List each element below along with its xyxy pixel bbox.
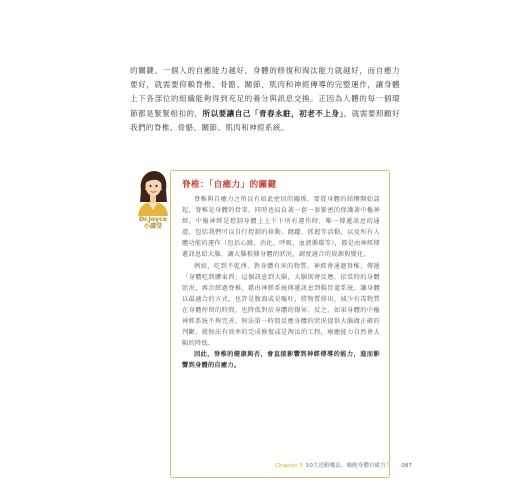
lecture-tag-name: Dr.Joyce [138, 216, 168, 223]
footer-chapter: Chapter 3 [275, 463, 303, 469]
sidebar-body [182, 194, 380, 372]
doctor-avatar [133, 168, 173, 216]
body-text-end: ，就需要照顧好我們的脊椎、骨骼、關節、肌肉和神經系統。 [130, 108, 401, 132]
sidebar-paragraph: 例如，吃到不乾淨，對身體有害的物質，神經會通過脊椎，傳遞「身體吃到髒東西」這個訊息到大腦，大腦則會反應，依當時的身體狀況，再次經過脊椎，藉由神經系統傳遞訊息到腸胃道系統，讓身體以最適合的方式，也許是腹瀉或是嘔吐，將物質排出，減少有毒物質在身體停留的時間，也降低對於身體的傷害。反之，如果身體的中樞神經系統不夠完善，無法第一時間反應身體的狀況提供大腦做正確的判斷，就無法有效率的完成修復或是淘汰的工程，療癒能力自然會大幅的降低。 [182, 262, 380, 348]
sidebar-paragraph: 脊椎與自癒力之所以有如此密切的關係，要從身體的結構開始談起。脊椎是身體的骨架，同時也肩負著一套一套緊密的保護著中樞神經。中樞神經是控制身體上上下下所有運作時，唯一傳遞訊息的通道，包括我們可以自行控制的移動、跳躍、抓握等活動，以及所有人體功能的運作（包括心跳、消化、呼吸、血液循環等），都是由神經傳遞訊息給大腦，讓大腦根據身體的狀況，調度適合的資源與變化。 [182, 196, 381, 259]
sidebar-conclusion: 因此，脊椎的健康與否，會直接影響到神經傳導的能力，進而影響到身體的自癒力。 [182, 351, 380, 370]
sidebar-title: 脊椎：「自癒力」的關鍵 [182, 180, 277, 190]
doctor-portrait-icon [133, 168, 173, 216]
lecture-tag [131, 216, 175, 231]
body-text-start: 的關鍵。一個人的自癒能力越好，身體的修復和淘汰能力就越好，而自癒力要好，就需要仰賴脊椎、骨骼、關節、肌肉和神經傳導的完整運作，讓身體上下各部位的組織能夠得到充足的養分與訊息交換。正因為人體的每一個環節都是緊緊相扣的， [130, 66, 400, 118]
lecture-tag-label: 小講堂 [143, 223, 163, 231]
page-footer [275, 461, 412, 469]
footer-chapter-title: 10大逆齡魔法，喚醒身體自癒力！ [305, 463, 392, 469]
main-body-text [130, 64, 400, 135]
body-text-emphasis: 所以要讓自己「青春永駐，初老不上身」 [202, 108, 344, 118]
page-number: 087 [401, 463, 412, 469]
